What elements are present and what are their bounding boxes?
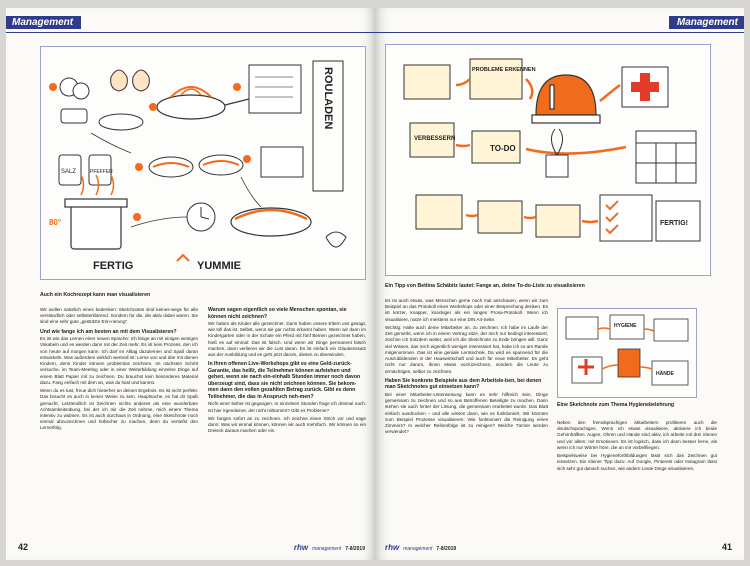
page-number: 41 xyxy=(721,542,732,552)
question-heading: Haben Sie konkrete Beispiele aus dem Arbeitsle-ben, bei denen man Sketchnotes gut einsetzen kann? xyxy=(385,377,542,391)
left-footer xyxy=(18,542,28,552)
paragraph: Wir wollen natürlich eines bedenken: Sketchnotes sind keines-wegs für alle verständlich oder selbsterklärend. Sondern für die, die aktiv dabei waren. Sie sind eine sehr gute „gestützte Erin-nerung“. xyxy=(40,307,198,325)
hygiene-sketch-drawing xyxy=(558,309,697,398)
rhw-logo: rhw xyxy=(293,543,309,552)
right-caption: Ein Tipp von Bettina Schäbitz lautet: Fange an, deine To-do-Liste zu visualisieren xyxy=(385,283,585,289)
right-footer xyxy=(722,542,732,552)
note-problems: PROBLEME ERKENNEN xyxy=(472,67,536,73)
hygiene-caption: Eine Sketchnote zum Thema Hygienebelehrung xyxy=(557,402,675,408)
paragraph: Wir haben als Kinder alle gezeichnet. Dann haben unsere Eltern uns gesagt, wie toll das ist. Selbst, wenn sie gar nichts erkannt haben. Wenn wir dann im Kindergarten oder in der Schule ein Pferd mit fünf Beinen gezeichnet haben, hieß es auf einmal: Das ist falsch. Und wenn wir Dinge permanent falsch machen, dann verlieren wir die Lust daran. Es ist einfach ein Glaubenssatz aus der Ausbildung und es geht jetzt darum, diesen zu überwinden. xyxy=(208,321,366,358)
header-rule xyxy=(375,32,744,33)
page-number: 42 xyxy=(18,542,29,552)
hands-label: HÄNDE xyxy=(656,371,674,377)
left-page xyxy=(6,8,375,560)
note-todo: TO-DO xyxy=(490,144,516,153)
brand-sub: management xyxy=(403,546,433,552)
paragraph: Wir fangen sofort an zu zeichnen. Ich zeichne einen Strich vor und sage dann: Was wir einmal können, können wir auch mehrfach. Wir können so ein Dreieck daraus machen oder ein xyxy=(208,415,366,434)
todo-sketch-drawing xyxy=(386,45,711,276)
paragraph: Es ist auch etwas, was Menschen gerne noch mal anschauen, wenn wir zum Beispiel an das Protokoll eines Workshops oder einer Besprechung denken. Es ist kürzer, knapper, knackiger als ein langes Prosa-Protokoll. Wenn ich visualisiere, nutze ich meistens nur eine DIN A4-Seite. xyxy=(385,298,548,322)
header-rule xyxy=(6,32,375,33)
temperature-label: 80° xyxy=(49,218,62,227)
question-heading: Warum sagen eigentlich so viele Menschen spontan, sie können nicht zeichnen? xyxy=(208,307,347,320)
paragraph: Wenn du es tust, freue dich hinterher an deinen Ergebnis. Es ist nicht perfekt. Das braucht es auch in keiner Weise zu sein. Hauptsache, es hat dir Spaß gemacht. Letztendlich ist Zeichnen nichts anderes als eine wunderbare Achtsamkeitsübung, bei der ich mir die Zeit nehme, mich einem Thema intensiv zu widmen. Es ist auch durchaus in Ordnung, eine Sketchnote noch einmal abzuzeichnen und hübscher zu machen, denn du vertiefst den Lernerfolg. xyxy=(40,388,198,431)
right-column-1 xyxy=(385,298,548,437)
done-label: FERTIG xyxy=(93,260,134,272)
right-page xyxy=(375,8,744,560)
rhw-logo: rhw xyxy=(385,543,400,552)
left-column-2 xyxy=(208,307,366,437)
paragraph: Bei einer Mitarbeiter-Unterweisung kann es sehr hilfreich sein, Dinge gemeinsam zu zeichnen und so aus Betroffenen Beteiligte zu machen. Dann stehen sie auch hinter der Lösung, die gemeinsam erarbeitet wurde. Das Blatt einfach ausdrucken – und alle wissen dann, wie es funktioniert. Wir könnten zum Beispiel Prozesse visualisieren: Wie funktioniert die Reinigung eines Zimmers? In welcher Reihenfolge ist zu reinigen? Welche Tücher werden verwendet? xyxy=(385,391,548,435)
salt-label: SALZ xyxy=(61,169,77,175)
paragraph: Neben den fremdsprachigen Mitarbeitern profitieren auch die deutschsprachigen. Wenn ich etwas visualisiere, aktiviere ich beide Gehirnhälften. Augen, Ohren und Hände sind aktiv, ich arbeite mit drei Sinnen und vor allem: mit Emotionen. Es ist logisch, dass ich dann besser lerne, als wenn ich nur Wörter höre, die an mir vorbeifliegen. xyxy=(557,420,717,450)
issue-label: 7-8/2019 xyxy=(436,546,457,552)
todo-sketchnote-illustration xyxy=(385,44,711,276)
hygiene-sketchnote-illustration xyxy=(557,308,697,398)
left-column-1 xyxy=(40,307,198,434)
paragraph: Wichtig: Halte auch deine Mitarbeiter an, zu zeichnen. Ich habe im Laufe der Zeit gemerkt, wenn ich in einem Vortrag sitze, der mich nur bedingt interessiert, zeichne ich trotzdem weiter, weil ich die Sketchnote zu Ende bringen will. Ganz viel Wissen, das mich eigentlich weniger interessiert hat, habe ich so am Rande mitgenommen. Das ist eine geniale Lerntechnik. Da wird es spannend für die Auszubildenden in der Hauswirtschaft und auch für neue Mitarbeiter. Es geht nicht nur darum, ihnen etwas vorzuzeichnen, sondern die Leute zu ermächtigen, selber zu zeichnen. xyxy=(385,324,548,374)
note-improve: VERBESSERN xyxy=(414,136,456,142)
right-footer-brand xyxy=(385,543,456,552)
paragraph: Nicht einer bisher ist gegangen. In einzelnen Stunden frage ich dreimal nach: Ist hier irgendeiner, der nicht mitkommt? Gibt es Probleme? xyxy=(208,401,366,413)
paragraph: Beispielsweise bei Hygieneforthbildungen lässt sich das Zeichnen gut einsetzen. Ein kleiner Tipp dazu: Auf Google, Pinterest oder Instagram lässt sich sehr gut danach suchen, wie andere Leute Dinge visualisieren. xyxy=(557,453,717,471)
section-label: Management xyxy=(669,16,744,29)
question-heading: In Ihren offenen Live-Workshops gibt es eine Geld-zurück-Garantie, das heißt, die Teilnehmer können aufstehen und gehen, wenn sie nach ein-einhalb Stunden immer noch davon überzeugt sind, dass sie nicht zeichnen können. Sie bekom-men dann den vollen gezahlten Betrag zurück. Gibt es denn Teilnehmer, die das in Anspruch neh-men? xyxy=(208,361,361,400)
magazine-spread xyxy=(6,8,744,560)
section-label: Management xyxy=(6,16,81,29)
paragraph: Es ist wie das Lernen einer neuen Sprache: Ich fange an mit einigen wenigen Vokabeln und es werden dann mit der Zeit mehr. Es ist kein Prozess, den ich von heute auf morgen kann. Ich darf im Alltag dazulernen und Spaß daran entwickeln. Was außerdem wirklich wertvoll ist: Lerne von und übe mit deinen Kindern, denn Kinder können problemlos zeichnen. Im nächsten Schritt versuche, im Team-Meeting oder in einer Weiterbildung einzelne Dinge auf einem Blatt Papier mit zu zeichnen. Du brauchst kein besonderes Material dazu. Fang einfach mit dem an, was du hast und kannst. xyxy=(40,336,198,385)
recipe-sketchnote-illustration xyxy=(40,46,366,280)
brand-sub: management xyxy=(312,546,342,552)
note-done: FERTIG! xyxy=(660,220,688,227)
question-heading: Und wie fange ich am besten an mit dem Visualisieren? xyxy=(40,328,177,335)
issue-label: 7-8/2019 xyxy=(345,546,365,552)
pepper-label: PFEFFER xyxy=(90,169,113,175)
left-caption: Auch ein Kochrezept kann man visualisieren xyxy=(40,292,151,298)
hygiene-label: HYGIENE xyxy=(614,323,637,329)
yummie-label: YUMMIE xyxy=(197,260,241,272)
right-column-2 xyxy=(557,420,717,474)
recipe-sketch-drawing xyxy=(41,47,366,280)
left-footer-brand xyxy=(294,543,365,552)
recipe-title: ROULADEN xyxy=(322,67,334,130)
